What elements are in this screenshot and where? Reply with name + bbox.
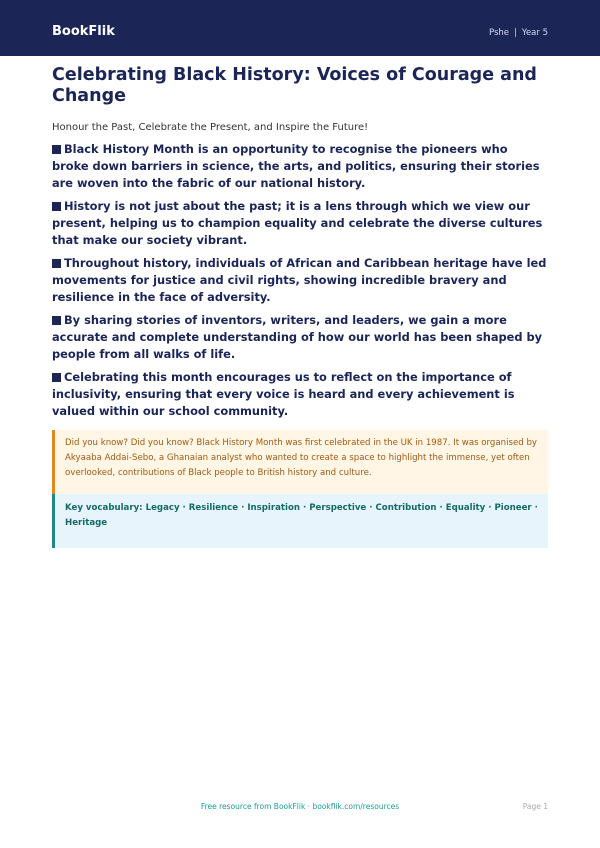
page-header <box>0 0 600 56</box>
key-point-text: By sharing stories of inventors, writers, and leaders, we gain a more accurate and complete understanding of how our world has been shaped by people from all walks of life. <box>52 313 543 361</box>
key-point-text: Black History Month is an opportunity to recognise the pioneers who broke down barriers in science, the arts, and politics, ensuring their stories are woven into the fabric of our national history. <box>52 142 540 190</box>
square-bullet-icon <box>52 373 61 382</box>
subject-label: Pshe <box>488 28 510 38</box>
square-bullet-icon <box>52 145 61 154</box>
page-subtitle: Honour the Past, Celebrate the Present, and Inspire the Future! <box>52 122 369 133</box>
square-bullet-icon <box>52 202 61 211</box>
key-point-text: History is not just about the past; it is a lens through which we view our present, helping us to champion equality and celebrate the diverse cultures that make our society vibrant. <box>52 199 543 247</box>
footer-resource-link[interactable]: Free resource from BookFlik · bookflik.com/resources <box>200 802 400 811</box>
key-point <box>52 198 548 249</box>
page-number: Page 1 <box>522 802 548 811</box>
key-vocabulary-text: Key vocabulary: Legacy · Resilience · Inspiration · Perspective · Contribution · Equality · Pioneer · Heritage <box>65 503 538 528</box>
brand-logo[interactable]: BookFlik <box>52 24 115 39</box>
square-bullet-icon <box>52 316 61 325</box>
key-point-text: Celebrating this month encourages us to reflect on the importance of inclusivity, ensuring that every voice is heard and every achievement is valued within our school community. <box>52 370 515 418</box>
year-label: Year 5 <box>521 28 548 38</box>
did-you-know-text: Did you know? Did you know? Black History Month was first celebrated in the UK in 1987. It was organised by Akyaaba Addai-Sebo, a Ghanaian analyst who wanted to create a space to highlight the immense, yet often overlooked, contributions of Black people to British history and culture. <box>65 438 537 478</box>
key-point <box>52 141 548 192</box>
key-point-text: Throughout history, individuals of African and Caribbean heritage have led movements for justice and civil rights, showing incredible bravery and resilience in the face of adversity. <box>52 256 547 304</box>
page-title: Celebrating Black History: Voices of Courage and Change <box>52 65 537 106</box>
key-points-list <box>52 141 548 426</box>
key-vocabulary-box <box>52 494 548 548</box>
key-point <box>52 255 548 306</box>
header-meta <box>489 28 548 38</box>
key-point <box>52 312 548 363</box>
square-bullet-icon <box>52 259 61 268</box>
did-you-know-callout <box>52 430 548 494</box>
key-point <box>52 369 548 420</box>
meta-separator: | <box>514 28 517 38</box>
